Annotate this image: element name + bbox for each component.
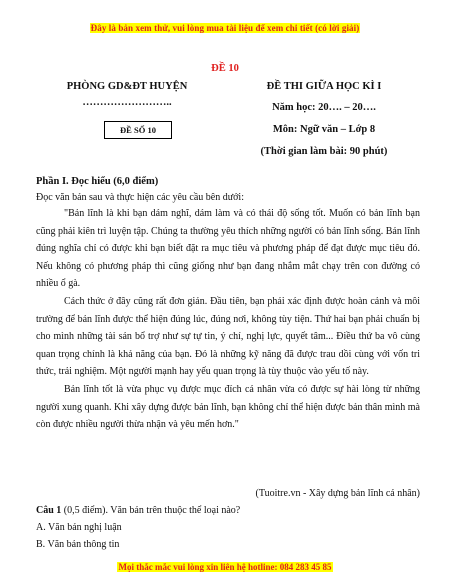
question-1-label: Câu 1 bbox=[36, 505, 62, 516]
question-1-option-a: A. Văn bản nghị luận bbox=[36, 522, 122, 533]
subject-line: Môn: Ngữ văn – Lớp 8 bbox=[272, 124, 376, 135]
time-limit: (Thời gian làm bài: 90 phút) bbox=[260, 146, 388, 157]
hotline-text: Mọi thắc mắc vui lòng xin liên hệ hotline: 084 283 45 85 bbox=[118, 562, 332, 572]
department-dots: …………………….. bbox=[82, 97, 172, 108]
department-name: PHÒNG GD&ĐT HUYỆN bbox=[66, 81, 188, 92]
exam-code: ĐỀ 10 bbox=[211, 63, 239, 74]
question-1-option-b: B. Văn bản thông tin bbox=[36, 539, 120, 550]
reading-passage bbox=[36, 205, 420, 434]
exam-number-box: ĐỀ SỐ 10 bbox=[104, 121, 172, 139]
preview-notice-text: Đây là bản xem thử, vui lòng mua tài liệu để xem chi tiết (có lời giải) bbox=[90, 23, 360, 33]
preview-notice-banner bbox=[0, 23, 450, 33]
hotline-banner bbox=[0, 562, 450, 572]
passage-paragraph: "Bản lĩnh là khi bạn dám nghĩ, dám làm và có thái độ sống tốt. Muốn có bản lĩnh bạn cũng phải kiên trì luyện tập. Chúng ta thường yêu thích những người có bản lĩnh sống. Bản lĩnh đúng nghĩa chỉ có được khi bạn biết đặt ra mục tiêu và phương pháp để đạt được mục tiêu đó. Nếu không có phương pháp thì cũng giống như bạn đang nhắm mắt chạy trên con đường có nhiều ổ gà. bbox=[36, 208, 420, 290]
instruction-text: Đọc văn bản sau và thực hiện các yêu cầu bên dưới: bbox=[36, 192, 244, 203]
section-title: Phần I. Đọc hiểu (6,0 điểm) bbox=[36, 176, 159, 187]
question-1-text: (0,5 điểm). Văn bản trên thuộc thể loại nào? bbox=[61, 505, 241, 516]
school-year: Năm học: 20…. – 20…. bbox=[272, 102, 376, 113]
passage-paragraph: Cách thức ở đây cũng rất đơn giản. Đầu tiên, bạn phải xác định được hoàn cảnh và môi trường để bản lĩnh được thể hiện đúng lúc, đúng nơi, không tùy tiện. Thứ hai bạn phải chuẩn bị cho mình những tài sản bổ trợ như sự tự tin, ý chí, nghị lực, quyết tâm... Điều thứ ba vô cùng quan trọng chính là khả năng của bạn. Đó là những kỹ năng đã được trau dồi cùng với vốn tri thức, trải nghiệm. Một người mạnh hay yếu quan trọng là tùy thuộc vào yếu tố này. bbox=[36, 295, 420, 378]
exam-title: ĐỀ THI GIỮA HỌC KÌ I bbox=[266, 81, 382, 92]
question-1 bbox=[36, 505, 240, 516]
passage-source: (Tuoitre.vn - Xây dựng bản lĩnh cá nhân) bbox=[255, 488, 420, 499]
passage-paragraph: Bản lĩnh tốt là vừa phục vụ được mục đích cá nhân vừa có được sự hài lòng từ những người xung quanh. Khi xây dựng được bản lĩnh, bạn không chỉ thể hiện được bản thân mình mà còn được nhiều người thừa nhận và yêu mến hơn." bbox=[36, 383, 420, 431]
